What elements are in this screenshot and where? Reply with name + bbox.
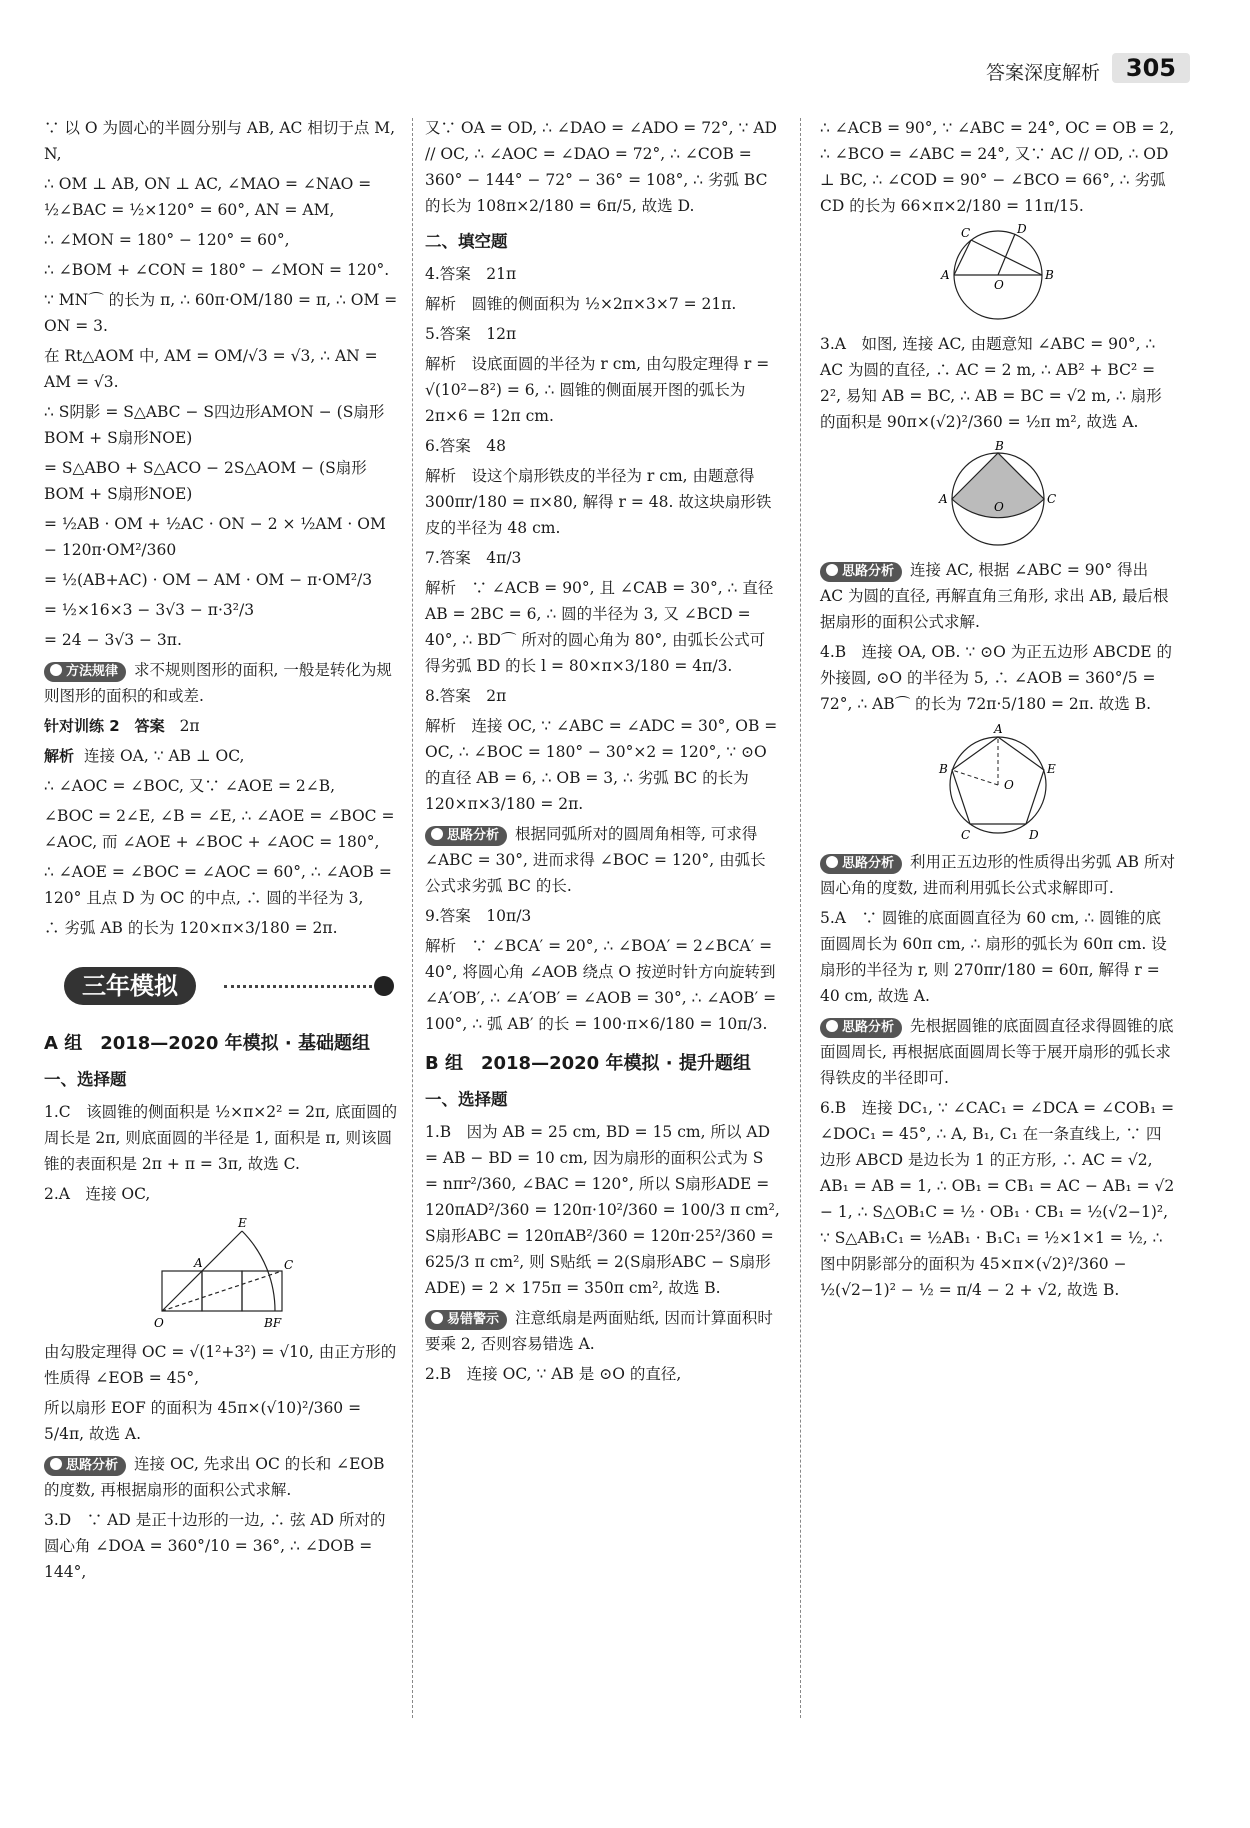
text-line: ∴ S阴影 = S△ABC − S四边形AMON − (S扇形BOM + S扇形NOE) <box>44 403 385 447</box>
bulb-icon <box>826 1020 838 1032</box>
column-divider <box>412 118 413 1718</box>
idea-tag: 思路分析 <box>820 854 902 874</box>
fig-label-a: A <box>193 1256 203 1270</box>
square-sector-figure <box>152 1213 292 1333</box>
idea-note <box>820 557 1175 635</box>
fig-label-b: B <box>994 439 1004 453</box>
text-line: ∵ 以 O 为圆心的半圆分别与 AB, AC 相切于点 M, N, <box>44 119 396 163</box>
question-5: 5.A ∵ 圆锥的底面圆直径为 60 cm, ∴ 圆锥的底面圆周长为 60π cm, ∴ 扇形的弧长为 60π cm. 设扇形的半径为 r, 则 270πr/180 = 60π, 解得 r = 40 cm, 故选 A. <box>820 909 1167 1005</box>
group-a-title: A 组 2018—2020 年模拟 · 基础题组 <box>44 1033 371 1054</box>
bulb-icon <box>826 856 838 868</box>
question-3: 3.D ∵ AD 是正十边形的一边, ∴ 弦 AD 所对的圆心角 ∠DOA = 360°/10 = 36°, ∴ ∠DOB = 144°, <box>44 1511 386 1581</box>
fig-label-o: O <box>1003 778 1014 792</box>
text-line: ∴ ∠AOE = ∠BOC = ∠AOC = 60°, ∴ ∠AOB = 120° 且点 D 为 OC 的中点, ∴ 圆的半径为 3, <box>44 863 392 907</box>
answer-8: 8.答案 2π <box>425 687 507 705</box>
circle-figure-2 <box>933 441 1063 551</box>
question-3: 3.A 如图, 连接 AC, 由题意知 ∠ABC = 90°, ∴ AC 为圆的直径, ∴ AC = 2 m, ∴ AB² + BC² = 2², 易知 AB = BC, ∴ AB = BC = √2 m, ∴ 扇形的面积是 90π×(√2)²/360 = ½π m², 故选 A. <box>820 335 1162 431</box>
bulb-icon <box>826 564 838 576</box>
fig-label-b: B <box>938 762 948 776</box>
fig-label-o: O <box>153 1316 164 1330</box>
warn-note <box>425 1305 780 1357</box>
text-line: = ½AB · OM + ½AC · ON − 2 × ½AM · OM − 120π·OM²/360 <box>44 515 386 559</box>
question-4: 4.B 连接 OA, OB. ∵ ⊙O 为正五边形 ABCDE 的外接圆, ⊙O 的半径为 5, ∴ ∠AOB = 360°/5 = 72°, ∴ AB⌒ 的长为 72π·5/180 = 2π. 故选 B. <box>820 643 1173 713</box>
fig-chord-cb <box>971 240 1042 275</box>
column-divider <box>800 118 801 1718</box>
pentagon-figure <box>933 723 1063 843</box>
text-line: = S△ABO + S△ACO − 2S△AOM − (S扇形BOM + S扇形NOE) <box>44 459 367 503</box>
fig-label-a: A <box>940 268 950 282</box>
fig-label-o: O <box>993 278 1004 292</box>
text-line: 又∵ OA = OD, ∴ ∠DAO = ∠ADO = 72°, ∵ AD // OC, ∴ ∠AOC = ∠DAO = 72°, ∴ ∠COB = 360° − 144° − 72° − 36° = 108°, ∴ 劣弧 BC 的长为 108π×2/180 = 6π/5, 故选 D. <box>425 119 777 215</box>
answer-9: 9.答案 10π/3 <box>425 907 532 925</box>
method-note <box>44 657 399 709</box>
question-1: 1.C 该圆锥的侧面积是 ½×π×2² = 2π, 底面圆的周长是 2π, 则底面圆的半径是 1, 面积是 π, 则该圆锥的表面积是 2π + π = 3π, 故选 C. <box>44 1103 398 1173</box>
practice-answer-label: 答案 <box>134 717 165 735</box>
idea-tag: 思路分析 <box>425 826 507 846</box>
fig-label-o: O <box>993 500 1004 514</box>
fig-label-e: E <box>237 1216 247 1230</box>
text-line: ∴ 劣弧 AB 的长为 120×π×3/180 = 2π. <box>44 919 338 937</box>
fig-label-c: C <box>283 1258 293 1272</box>
text-line: 在 Rt△AOM 中, AM = OM/√3 = √3, ∴ AN = AM = √3. <box>44 347 378 391</box>
column-right <box>820 115 1175 1805</box>
text-line: ∴ OM ⊥ AB, ON ⊥ AC, ∠MAO = ∠NAO = ½∠BAC = ½×120° = 60°, AN = AM, <box>44 175 372 219</box>
answer-7: 7.答案 4π/3 <box>425 549 522 567</box>
text-line: ∴ ∠BOM + ∠CON = 180° − ∠MON = 120°. <box>44 261 390 279</box>
fig-label-b: B <box>1044 268 1054 282</box>
text-line: 所以扇形 EOF 的面积为 45π×(√10)²/360 = 5/4π, 故选 A. <box>44 1399 362 1443</box>
column-left <box>44 115 399 1805</box>
text-line: ∴ ∠MON = 180° − 120° = 60°, <box>44 231 290 249</box>
analysis-9: 解析 ∵ ∠BCA′ = 20°, ∴ ∠BOA′ = 2∠BCA′ = 40°, 将圆心角 ∠AOB 绕点 O 按逆时针方向旋转到 ∠A′OB′, ∴ ∠A′OB′ = ∠AOB = 30°, ∴ ∠AOB′ = 100°, ∴ 弧 AB′ 的长 = 100·π×6/180 = 10π/3. <box>425 937 777 1033</box>
fig-label-a: A <box>938 492 948 506</box>
idea-tag: 思路分析 <box>820 1018 902 1038</box>
practice-heading <box>44 713 399 739</box>
text-line: 连接 OA, ∵ AB ⊥ OC, <box>84 747 245 765</box>
analysis-7: 解析 ∵ ∠ACB = 90°, 且 ∠CAB = 30°, ∴ 直径 AB = 2BC = 6, ∴ 圆的半径为 3, 又 ∠BCD = 40°, ∴ BD⌒ 所对的圆心角为 80°, 由弧长公式可得劣弧 BD 的长 l = 80×π×3/180 = 4π/3. <box>425 579 774 675</box>
banner-dot <box>374 976 394 996</box>
fig-radius-ob <box>952 770 998 785</box>
circle-figure-1 <box>933 222 1063 325</box>
fig-line-oc <box>162 1271 282 1311</box>
analysis-4: 解析 圆锥的侧面积为 ½×2π×3×7 = 21π. <box>425 295 737 313</box>
practice-title: 针对训练 2 <box>44 717 120 735</box>
bulb-icon <box>50 664 62 676</box>
answer-4: 4.答案 21π <box>425 265 517 283</box>
fig-label-bf: BF <box>263 1316 281 1330</box>
fig-label-c: C <box>960 226 970 240</box>
idea-tag: 思路分析 <box>44 1456 126 1476</box>
idea-note <box>425 821 780 899</box>
idea-note <box>820 1013 1175 1091</box>
answer-6: 6.答案 48 <box>425 437 507 455</box>
analysis-6: 解析 设这个扇形铁皮的半径为 r cm, 由题意得 300πr/180 = π×80, 解得 r = 48. 故这块扇形铁皮的半径为 48 cm. <box>425 467 772 537</box>
text-line: ∠BOC = 2∠E, ∠B = ∠E, ∴ ∠AOE = ∠BOC = ∠AOC, 而 ∠AOE + ∠BOC + ∠AOC = 180°, <box>44 807 395 851</box>
question-6: 6.B 连接 DC₁, ∵ ∠CAC₁ = ∠DCA = ∠COB₁ = ∠DOC₁ = 45°, ∴ A, B₁, C₁ 在一条直线上, ∵ 四边形 ABCD 是边长为 1 的正方形, ∴ AC = √2, AB₁ = AB = 1, ∴ OB₁ = CB₁ = AC − AB₁ = √2 − 1, ∴ S△OB₁C = ½ · OB₁ · CB₁ = ½(√2−1)², ∵ S△AB₁C₁ = ½AB₁ · B₁C₁ = ½×1×1 = ½, ∴ 图中阴影部分的面积为 45×π×(√2)²/360 − ½(√2−1)² − ½ = π/4 − 2 + √2, 故选 B. <box>820 1099 1175 1299</box>
method-tag: 方法规律 <box>44 662 126 682</box>
idea-text: 连接 AC, 根据 ∠ABC = 90° 得出 AC 为圆的直径, 再解直角三角形, 求出 AB, 最后根据扇形的面积公式求解. <box>820 561 1169 631</box>
answer-5: 5.答案 12π <box>425 325 517 343</box>
idea-note <box>44 1451 399 1503</box>
analysis-block <box>44 743 399 769</box>
analysis-label: 解析 <box>44 747 75 765</box>
fig-label-d: D <box>1028 828 1039 842</box>
question-b1: 1.B 因为 AB = 25 cm, BD = 15 cm, 所以 AD = AB − BD = 10 cm, 因为扇形的面积公式为 S = nπr²/360, ∠BAC = 120°, 所以 S扇形ADE = 120πAD²/360 = 120π·10²/360 = 100/3 π cm², S扇形ABC = 120πAB²/360 = 120π·25²/360 = 625/3 π cm², 则 S贴纸 = 2(S扇形ABC − S扇形ADE) = 2 × 175π = 350π cm², 故选 B. <box>425 1123 780 1297</box>
practice-answer: 2π <box>179 717 200 735</box>
text-line: 由勾股定理得 OC = √(1²+3²) = √10, 由正方形的性质得 ∠EOB = 45°, <box>44 1343 397 1387</box>
fig-label-c: C <box>1046 492 1056 506</box>
question-b2: 2.B 连接 OC, ∵ AB 是 ⊙O 的直径, <box>425 1365 682 1383</box>
page-number: 305 <box>1112 53 1190 83</box>
warn-tag: 易错警示 <box>425 1310 507 1330</box>
warn-text: 注意纸扇是两面贴纸, 因而计算面积时要乘 2, 否则容易错选 A. <box>425 1309 773 1353</box>
section-banner <box>44 959 399 1017</box>
column-middle <box>425 115 780 1805</box>
idea-text: 先根据圆锥的底面圆直径求得圆锥的底面圆周长, 再根据底面圆周长等于展开扇形的弧长求得铁皮的半径即可. <box>820 1017 1174 1087</box>
text-line: = 24 − 3√3 − 3π. <box>44 631 182 649</box>
section-choice-title: 一、选择题 <box>425 1090 508 1109</box>
question-2-intro: 2.A 连接 OC, <box>44 1185 151 1203</box>
fig-label-e: E <box>1046 762 1056 776</box>
section-fill-title: 二、填空题 <box>425 232 508 251</box>
section-choice-title: 一、选择题 <box>44 1070 127 1089</box>
text-line: = ½×16×3 − 3√3 − π·3²/3 <box>44 601 255 619</box>
text-line: = ½(AB+AC) · OM − AM · OM − π·OM²/3 <box>44 571 373 589</box>
banner-title: 三年模拟 <box>64 967 196 1005</box>
idea-text: 连接 OC, 先求出 OC 的长和 ∠EOB 的度数, 再根据扇形的面积公式求解. <box>44 1455 385 1499</box>
fig-chord-ac <box>954 240 971 275</box>
method-text: 求不规则图形的面积, 一般是转化为规则图形的面积的和或差. <box>44 661 392 705</box>
warning-icon <box>431 1312 443 1324</box>
analysis-5: 解析 设底面圆的半径为 r cm, 由勾股定理得 r = √(10²−8²) = 6, ∴ 圆锥的侧面展开图的弧长为 2π×6 = 12π cm. <box>425 355 770 425</box>
text-line: ∴ ∠AOC = ∠BOC, 又∵ ∠AOE = 2∠B, <box>44 777 336 795</box>
fig-label-a: A <box>993 722 1003 736</box>
group-b-title: B 组 2018—2020 年模拟 · 提升题组 <box>425 1053 751 1074</box>
bulb-icon <box>431 828 443 840</box>
idea-text: 根据同弧所对的圆周角相等, 可求得 ∠ABC = 30°, 进而求得 ∠BOC = 120°, 由弧长公式求劣弧 BC 的长. <box>425 825 766 895</box>
text-line: ∵ MN⌒ 的长为 π, ∴ 60π·OM/180 = π, ∴ OM = ON = 3. <box>44 291 398 335</box>
fig-square-3 <box>242 1271 282 1311</box>
bulb-icon <box>50 1458 62 1470</box>
fig-label-c: C <box>960 828 970 842</box>
idea-note <box>820 849 1175 901</box>
text-line: ∴ ∠ACB = 90°, ∵ ∠ABC = 24°, OC = OB = 2, ∴ ∠BCO = ∠ABC = 24°, 又∵ AC // OD, ∴ OD ⊥ BC, ∴ ∠COD = 90° − ∠BCO = 66°, ∴ 劣弧 CD 的长为 66×π×2/180 = 11π/15. <box>820 119 1175 215</box>
header-title: 答案深度解析 <box>985 62 1100 84</box>
banner-dots <box>224 985 384 988</box>
fig-label-d: D <box>1016 222 1027 236</box>
idea-tag: 思路分析 <box>820 562 902 582</box>
analysis-8: 解析 连接 OC, ∵ ∠ABC = ∠ADC = 30°, OB = OC, ∴ ∠BOC = 180° − 30°×2 = 120°, ∵ ⊙O 的直径 AB = 6, ∴ OB = 3, ∴ 劣弧 BC 的长为 120×π×3/180 = 2π. <box>425 717 778 813</box>
idea-text: 利用正五边形的性质得出劣弧 AB 所对圆心角的度数, 进而利用弧长公式求解即可. <box>820 853 1175 897</box>
page-header <box>0 0 1250 92</box>
